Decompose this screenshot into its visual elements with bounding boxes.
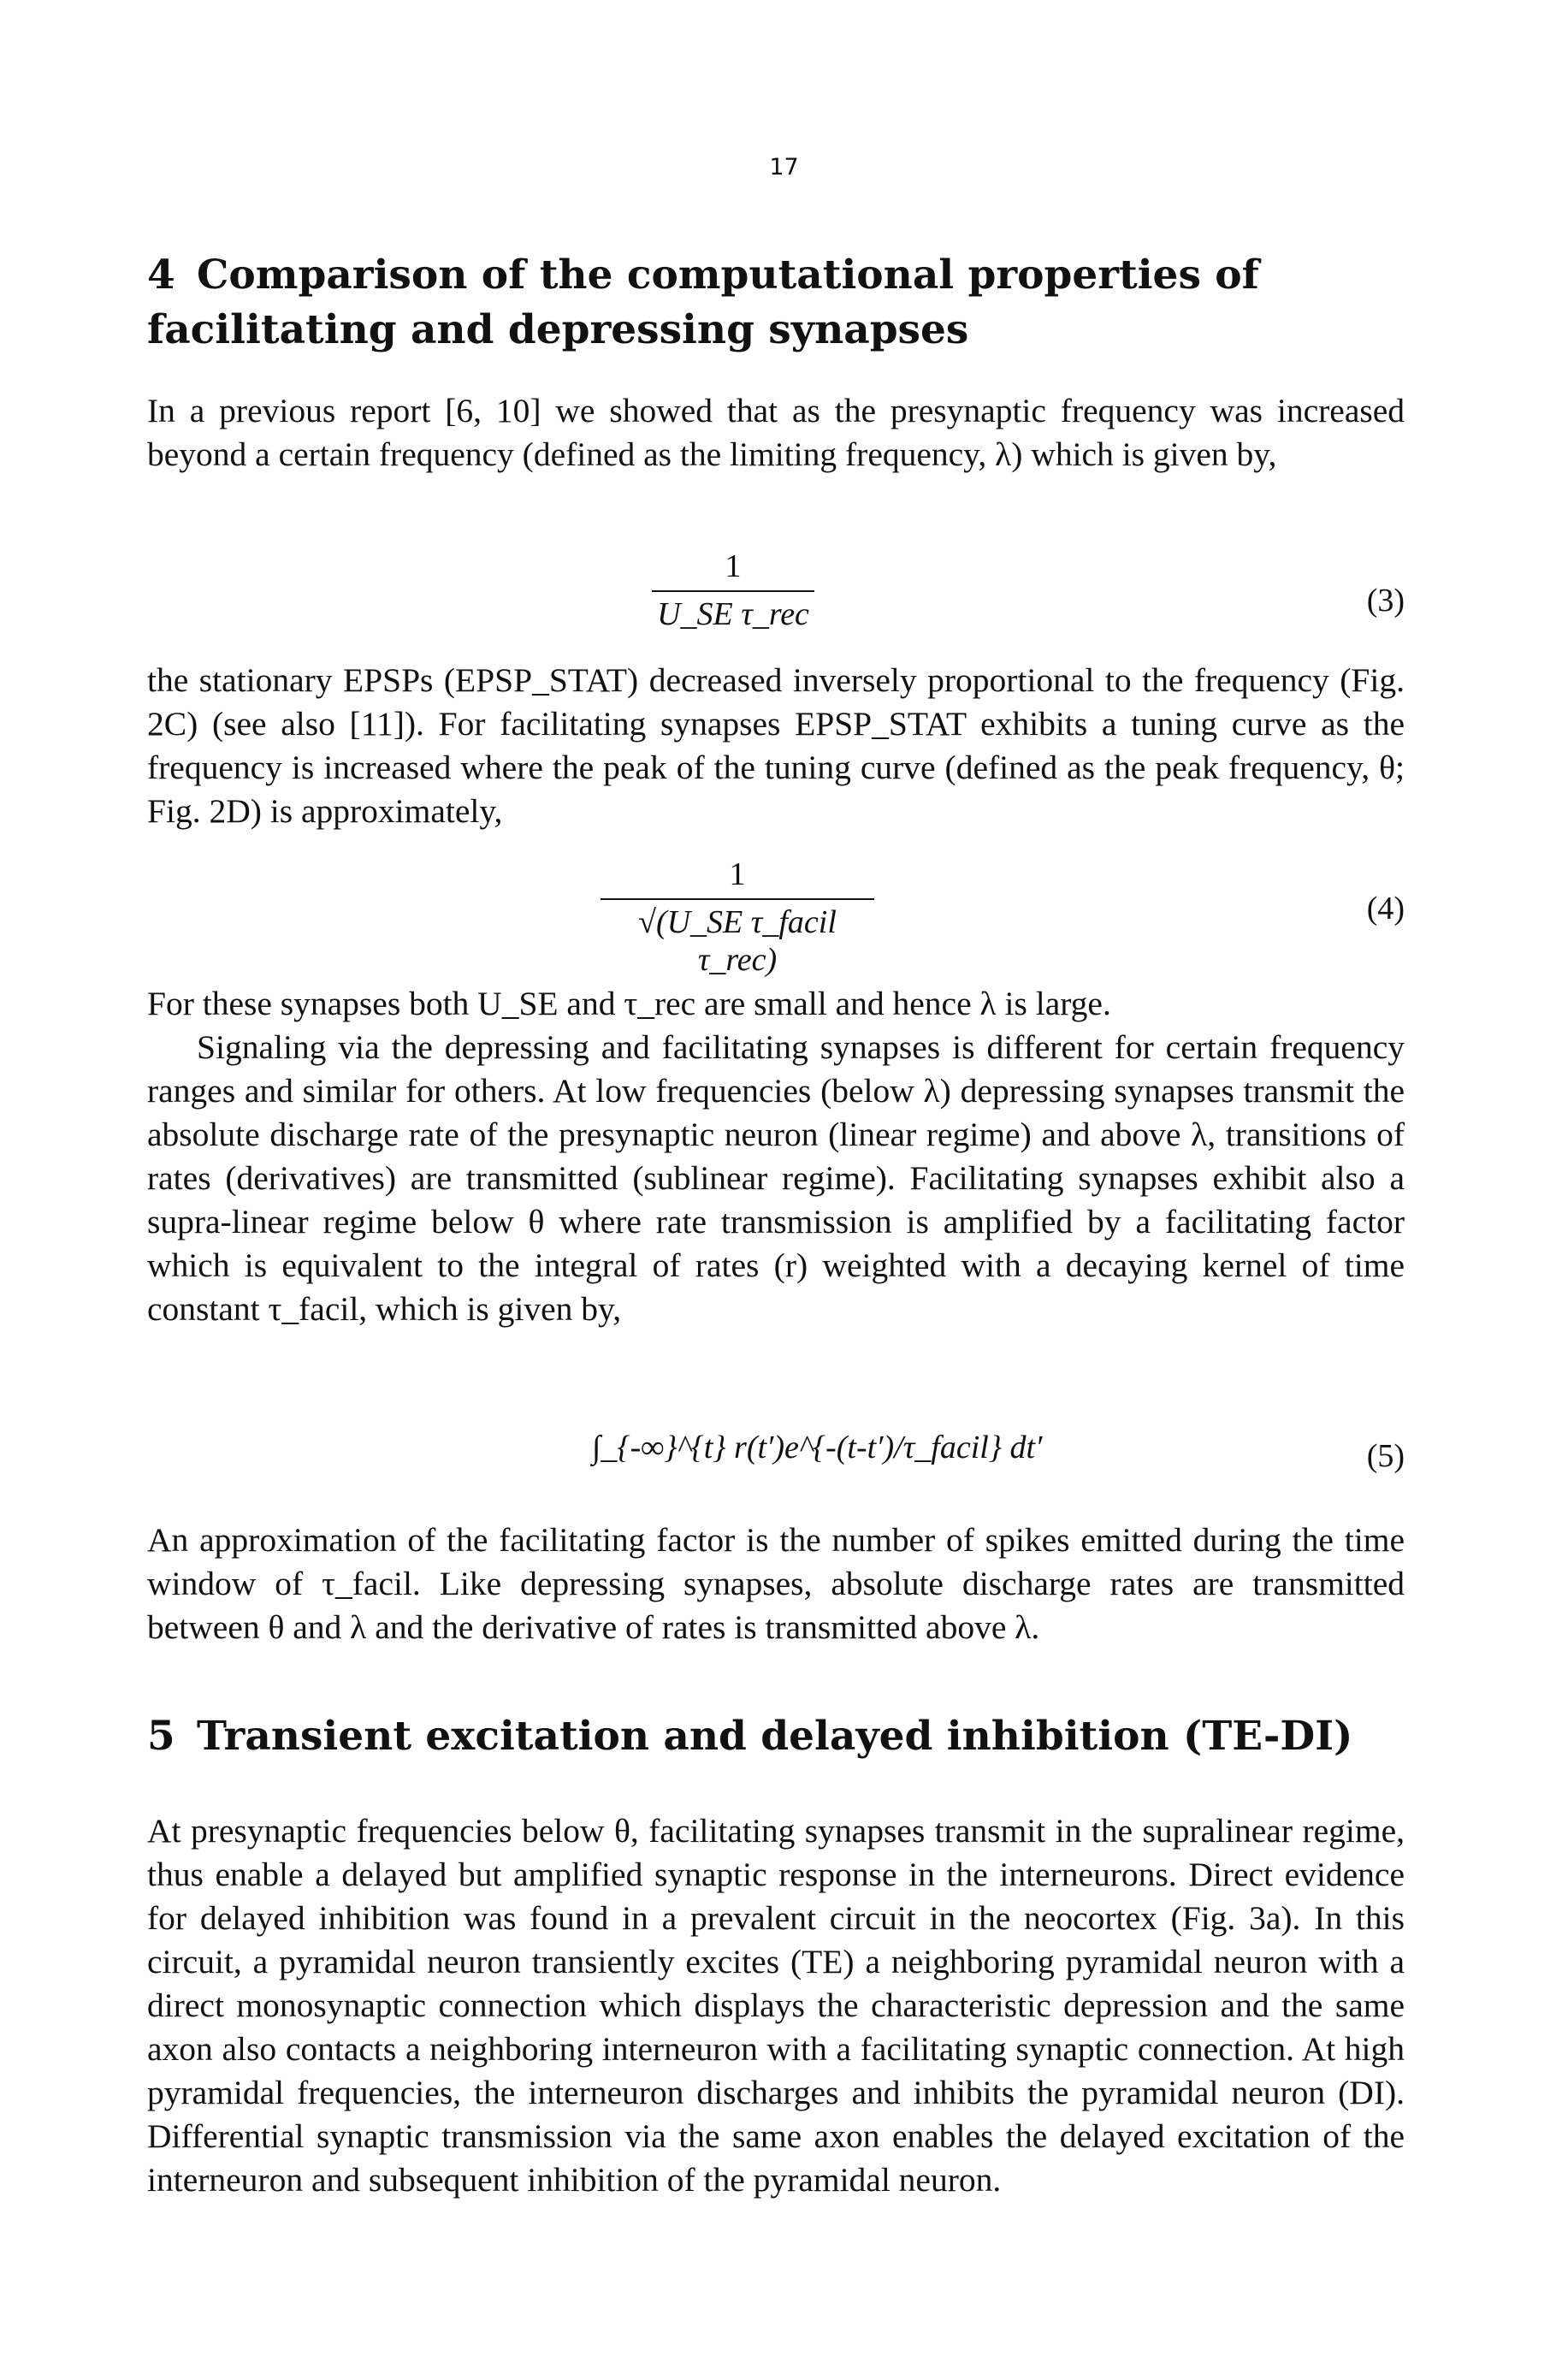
section-5-title: Transient excitation and delayed inhibition (TE-DI) <box>197 1713 1353 1760</box>
section-4-paragraph-4: Signaling via the depressing and facilitating synapses is different for certain frequency ranges and similar for others. At low frequencies (below λ) depressing synapses transmit the absolute discharge rate of the presynaptic neuron (linear regime) and above λ, transitions of rates (derivatives) are transmitted (sublinear regime). Facilitating synapses exhibit also a supra-linear regime below θ where rate transmission is amplified by a facilitating factor which is equivalent to the integral of rates (r) weighted with a decaying kernel of time constant τ_facil, which is given by, <box>147 1028 1405 1328</box>
equation-5-expression: ∫_{-∞}^{t} r(t′)e^{-(t-t′)/τ_facil} dt′ <box>592 1430 1043 1465</box>
section-4-paragraph-2: the stationary EPSPs (EPSP_STAT) decreased inversely proportional to the frequency (Fig. 2C) (see also [11]). For facilitating synapses EPSP_STAT exhibits a tuning curve as the frequency is increased where the peak of the tuning curve (defined as the peak frequency, θ; Fig. 2D) is approximately, <box>147 661 1405 830</box>
equation-4-denominator: √(U_SE τ_facil τ_rec) <box>638 904 837 978</box>
equation-5 <box>147 1403 1405 1506</box>
page-number: 17 <box>769 154 799 181</box>
equation-3 <box>147 548 1405 650</box>
equation-4-label: (4) <box>1366 891 1405 927</box>
section-4-title-line1: Comparison of the computational properties of <box>197 252 1259 299</box>
section-4-number: 4 <box>147 252 175 299</box>
equation-3-label: (3) <box>1366 583 1405 619</box>
section-4-heading <box>147 248 1413 358</box>
section-4-title-line2: facilitating and depressing synapses <box>147 306 969 353</box>
equation-4-numerator: 1 <box>729 856 746 892</box>
equation-4-fraction <box>601 855 874 979</box>
equation-3-denominator: U_SE τ_rec <box>657 596 809 632</box>
equation-3-numerator: 1 <box>725 548 742 584</box>
equation-5-label: (5) <box>1366 1438 1405 1474</box>
section-5-number: 5 <box>147 1713 175 1760</box>
section-4-paragraph-5: An approximation of the facilitating factor is the number of spikes emitted during the time window of τ_facil. Like depressing synapses, absolute discharge rates are transmitted between θ and λ and the derivative of rates is transmitted above λ. <box>147 1521 1405 1646</box>
section-4-paragraph-1: In a previous report [6, 10] we showed that as the presynaptic frequency was increased beyond a certain frequency (defined as the limiting frequency, λ) which is given by, <box>147 392 1405 473</box>
equation-3-fraction <box>652 548 814 633</box>
section-5-paragraph-1: At presynaptic frequencies below θ, facilitating synapses transmit in the supralinear regime, thus enable a delayed but amplified synaptic response in the interneurons. Direct evidence for delayed inhibition was found in a prevalent circuit in the neocortex (Fig. 3a). In this circuit, a pyramidal neuron transiently excites (TE) a neighboring pyramidal neuron with a direct monosynaptic connection which displays the characteristic depression and the same axon also contacts a neighboring interneuron with a facilitating synaptic connection. At high pyramidal frequencies, the interneuron discharges and inhibits the pyramidal neuron (DI). Differential synaptic transmission via the same axon enables the delayed excitation of the interneuron and subsequent inhibition of the pyramidal neuron. <box>147 1812 1405 2199</box>
section-4-paragraph-3: For these synapses both U_SE and τ_rec are small and hence λ is large. <box>147 985 1111 1022</box>
section-5-heading <box>147 1709 1413 1764</box>
equation-4 <box>147 855 1405 978</box>
